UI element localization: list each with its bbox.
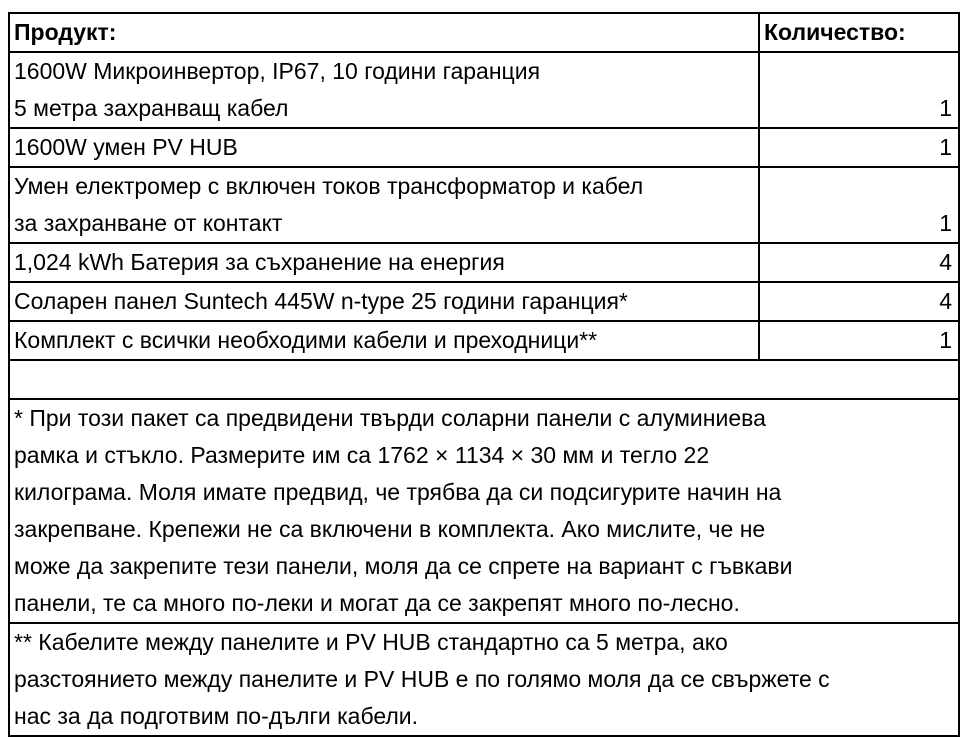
- product-line: 1600W умен PV HUB: [14, 134, 238, 160]
- note-line: разстоянието между панелите и PV HUB е по голямо моля да се свържете с: [14, 666, 830, 692]
- product-line: 1600W Микроинвертор, IP67, 10 години гаранция: [14, 58, 541, 84]
- quantity-header: Количество:: [759, 13, 959, 52]
- product-line: Умен електромер с включен токов трансформатор и кабел: [14, 173, 644, 199]
- quantity-cell: 4: [759, 282, 959, 321]
- product-cell: [9, 321, 759, 360]
- note-line: нас за да подготвим по-дълги кабели.: [14, 703, 419, 729]
- note-line: панели, те са много по-леки и могат да се закрепят много по-лесно.: [14, 590, 740, 616]
- empty-row: [9, 360, 959, 399]
- product-line: 1,024 kWh Батерия за съхранение на енергия: [14, 249, 505, 275]
- product-cell: [9, 128, 759, 167]
- quantity-cell: 1: [759, 128, 959, 167]
- note-line: може да закрепите тези панели, моля да се спрете на вариант с гъвкави: [14, 553, 793, 579]
- quantity-cell: 1: [759, 321, 959, 360]
- product-header: Продукт:: [9, 13, 759, 52]
- empty-cell: [9, 360, 959, 399]
- note-line: ** Кабелите между панелите и PV HUB стандартно са 5 метра, ако: [14, 629, 728, 655]
- note-line: рамка и стъкло. Размерите им са 1762 × 1134 × 30 мм и тегло 22: [14, 442, 710, 468]
- table-row: [9, 52, 959, 128]
- table-row: [9, 128, 959, 167]
- product-cell: [9, 167, 759, 243]
- note-row: [9, 623, 959, 736]
- product-line: Комплект с всички необходими кабели и преходници**: [14, 327, 598, 353]
- note-row: [9, 399, 959, 623]
- table-row: [9, 243, 959, 282]
- product-cell: [9, 282, 759, 321]
- product-cell: [9, 52, 759, 128]
- note-line: килограма. Моля имате предвид, че трябва да си подсигурите начин на: [14, 479, 782, 505]
- quantity-cell: 1: [759, 52, 959, 128]
- quantity-cell: 1: [759, 167, 959, 243]
- note-line: закрепване. Крепежи не са включени в комплекта. Ако мислите, че не: [14, 516, 766, 542]
- product-line: 5 метра захранващ кабел: [14, 95, 289, 121]
- note-line: * При този пакет са предвидени твърди соларни панели с алуминиева: [14, 405, 766, 431]
- cable-note: [9, 623, 959, 736]
- product-cell: [9, 243, 759, 282]
- quantity-cell: 4: [759, 243, 959, 282]
- product-line: за захранване от контакт: [14, 210, 283, 236]
- header-row: [9, 13, 959, 52]
- table-row: [9, 321, 959, 360]
- table-row: [9, 167, 959, 243]
- product-line: Соларен панел Suntech 445W n-type 25 години гаранция*: [14, 288, 628, 314]
- panel-note: [9, 399, 959, 623]
- product-table: [8, 12, 960, 737]
- table-row: [9, 282, 959, 321]
